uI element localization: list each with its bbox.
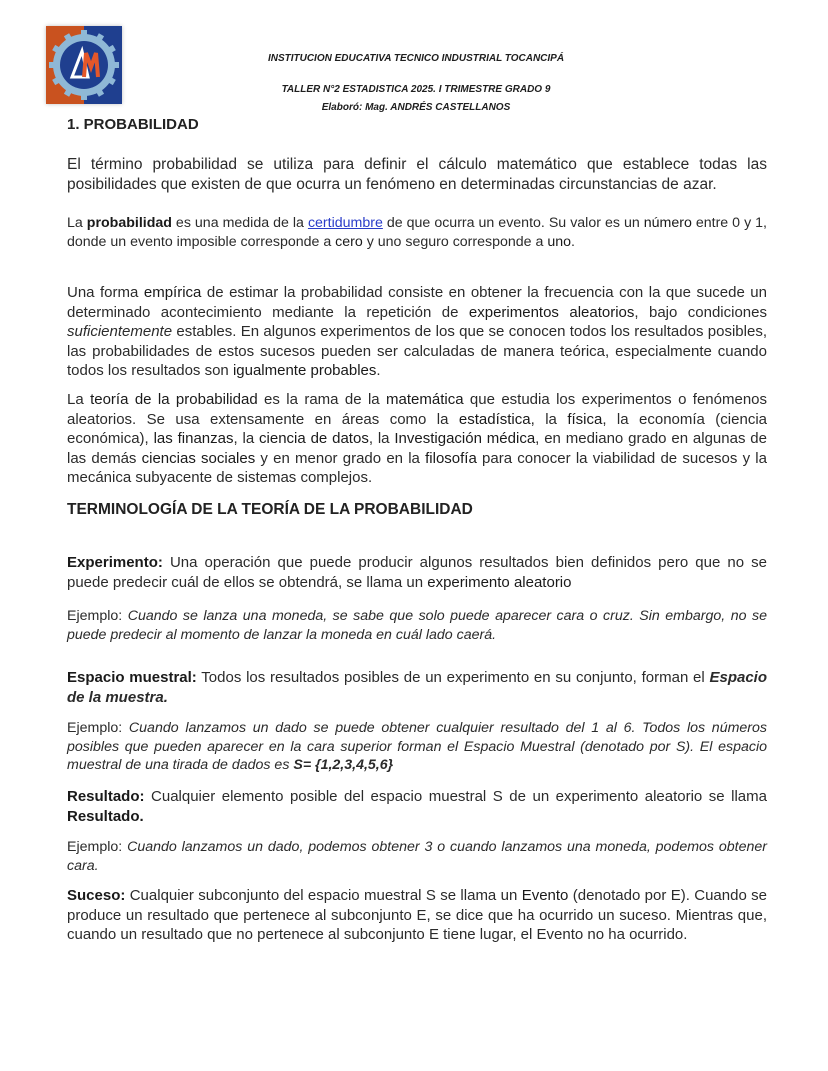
- term-experimentos-aleatorios: experimentos aleatorios: [468, 303, 635, 321]
- text: La: [67, 215, 87, 231]
- term-filosofia: filosofía: [425, 449, 477, 467]
- text: de que ocurra un evento. Su valor es un: [382, 215, 644, 231]
- term-label: Suceso:: [67, 887, 126, 904]
- resultado-definition: [67, 787, 767, 826]
- text: estables. En algunos experimentos de los que se conocen todos los resultados posibles, las probabilidades de estos sucesos pueden ser calculadas de manera teórica, especialmente cuando todos los resultados son: [67, 323, 767, 379]
- term-probabilidad: probabilidad: [86, 215, 172, 231]
- term-investigacion-medica: Investigación médica: [394, 430, 536, 447]
- intro-paragraph: El término probabilidad se utiliza para definir el cálculo matemático que establece todas las posibilidades que existen de que ocurra un fenómeno en determinadas circunstancias de azar.: [67, 156, 767, 193]
- text: , en mediano grado en algunas de las demás: [67, 430, 767, 467]
- text: es una medida de la: [171, 215, 308, 231]
- institution-name: INSTITUCION EDUCATIVA TECNICO INDUSTRIAL TOCANCIPÁ: [267, 53, 565, 64]
- term-label: Experimento:: [67, 554, 163, 571]
- term-label: Espacio muestral:: [67, 669, 197, 686]
- term-finanzas: las finanzas: [153, 430, 234, 447]
- term-ciencias-sociales: ciencias sociales: [141, 449, 256, 467]
- text: de estimar la probabilidad consiste en obtener la frecuencia con la que sucede un determinado acontecimiento mediante la repetición de: [67, 284, 767, 321]
- definition-paragraph: [67, 214, 767, 252]
- example-label: Ejemplo:: [67, 608, 123, 624]
- terminology-title: TERMINOLOGÍA DE LA TEORÍA DE LA PROBABILIDAD: [67, 501, 473, 518]
- text: es la rama de la: [257, 391, 387, 408]
- term-suficientemente: suficientemente: [67, 323, 173, 340]
- term-teoria: teoría de la probabilidad: [90, 391, 258, 408]
- term-emphasis: experimento aleatorio: [427, 573, 572, 591]
- resultado-example: [67, 838, 767, 875]
- text: para conocer la viabilidad de sucesos y la mecánica subyacente de sistemas complejos.: [67, 449, 767, 486]
- example-text: Cuando lanzamos un dado, podemos obtener 3 o cuando lanzamos una moneda, podemos obtener cara.: [67, 839, 767, 874]
- text: .: [571, 234, 575, 250]
- text: .: [376, 362, 381, 379]
- term-matematica: matemática: [386, 391, 464, 408]
- espacio-definition: [67, 668, 767, 707]
- example-text: Cuando se lanza una moneda, se sabe que solo puede aparecer cara o cruz. Sin embargo, no se puede predecir al momento de lanzar la moneda en cuál lado caerá.: [67, 608, 767, 643]
- term-emphasis: Resultado.: [67, 807, 144, 825]
- sample-space-set: S= {1,2,3,4,5,6}: [293, 757, 394, 773]
- empirical-paragraph: [67, 283, 767, 381]
- text: entre 0 y 1, donde un evento imposible corresponde a: [67, 215, 767, 250]
- term-cero: cero: [335, 234, 363, 250]
- term-empirica: empírica: [143, 284, 202, 301]
- text: Una forma: [67, 284, 144, 301]
- text: , la economía (ciencia económica),: [67, 410, 767, 447]
- workshop-title: TALLER N°2 ESTADISTICA 2025. I TRIMESTRE GRADO 9: [281, 84, 551, 95]
- term-numero: número: [643, 215, 692, 231]
- example-text: Cuando lanzamos un dado se puede obtener cualquier resultado del 1 al 6. Todos los números posibles que pueden aparecer en la cara superior forman el Espacio Muestral (denotado por S). El espacio muestral de una tirada de dados es: [67, 720, 767, 773]
- term-label: Resultado:: [67, 788, 145, 805]
- text: , bajo condiciones: [634, 303, 767, 321]
- text: (denotado por E). Cuando se produce un resultado que pertenece al subconjunto E, se dice que ha ocurrido un suceso. Mientras que, cuando un resultado que no pertenece al subconjunto E tiene lugar, el Evento no ha ocurrido.: [67, 887, 767, 943]
- example-label: Ejemplo:: [67, 839, 123, 855]
- theory-paragraph: [67, 390, 767, 488]
- section-title: 1. PROBABILIDAD: [67, 116, 199, 133]
- suceso-definition: [67, 886, 767, 945]
- text: , la: [530, 410, 568, 428]
- term-emphasis: Evento: [521, 887, 569, 904]
- term-uno: uno: [547, 234, 572, 250]
- term-ciencia-datos: ciencia de datos: [259, 430, 369, 447]
- text: Cualquier subconjunto del espacio muestral S se llama un: [125, 887, 522, 904]
- term-emphasis: Espacio de la muestra.: [67, 669, 768, 706]
- term-estadistica: estadística: [458, 410, 531, 428]
- term-fisica: física: [567, 410, 603, 428]
- text: , la: [233, 430, 260, 447]
- certidumbre-link[interactable]: certidumbre: [307, 215, 383, 231]
- text: y uno seguro corresponde a: [362, 234, 548, 250]
- experimento-definition: [67, 553, 767, 592]
- text: Cualquier elemento posible del espacio muestral S de un experimento aleatorio se llama: [144, 788, 767, 805]
- example-label: Ejemplo:: [67, 720, 123, 736]
- text: Una operación que puede producir algunos resultados bien definidos pero que no se puede predecir cuál de ellos se obtendrá, se llama un: [67, 554, 767, 591]
- text: y en menor grado en la: [255, 449, 426, 467]
- author-line: Elaboró: Mag. ANDRÉS CASTELLANOS: [321, 102, 511, 113]
- term-igualmente-probables: igualmente probables: [232, 362, 377, 379]
- text: , la: [368, 430, 395, 447]
- experimento-example: [67, 607, 767, 644]
- espacio-example: [67, 719, 767, 775]
- text: Todos los resultados posibles de un experimento en su conjunto, forman el: [196, 669, 710, 686]
- text: La: [67, 391, 91, 408]
- text: que estudia los experimentos o fenómenos aleatorios. Se usa extensamente en áreas como la: [67, 391, 768, 428]
